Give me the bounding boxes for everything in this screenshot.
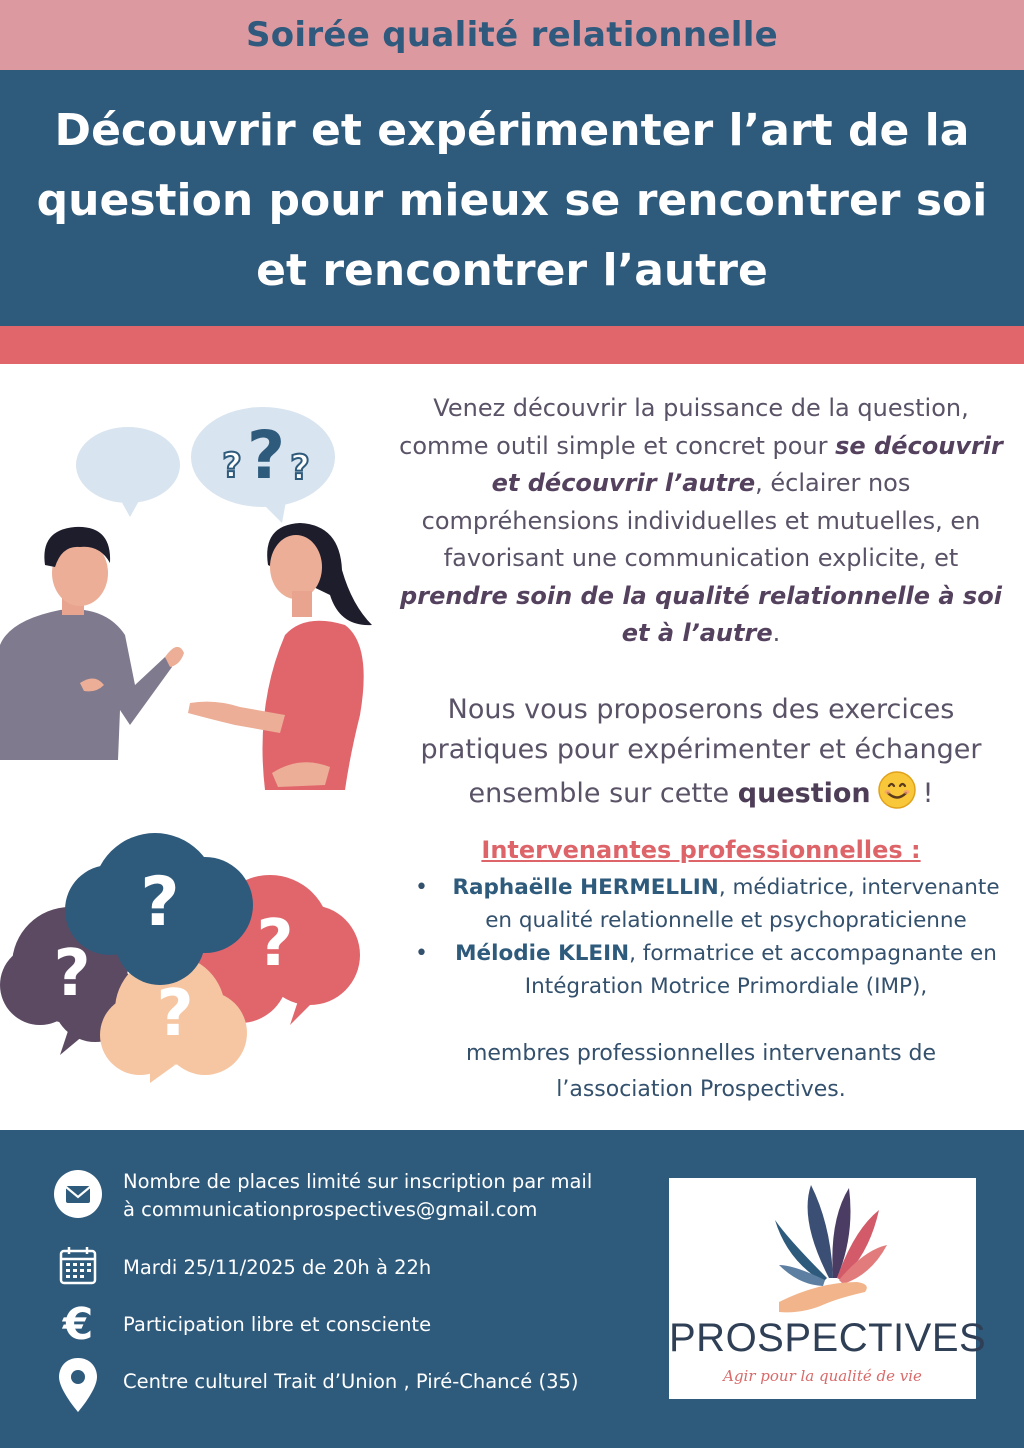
price-text: Participation libre et consciente <box>123 1313 432 1336</box>
speech-bubble-left <box>76 427 180 503</box>
page-title: Découvrir et expérimenter l’art de la question pour mieux se rencontrer soi et rencontrer l’autre <box>36 105 988 296</box>
intro-text: Venez découvrir la puissance de la question, comme outil simple et concret pour <box>399 394 969 460</box>
prospectives-logo <box>669 1178 987 1399</box>
intro-emphasis: prendre soin de la qualité relationnelle à soi et à l’autre <box>400 581 1002 647</box>
intro-text: , éclairer nos compréhensions individuelles et mutuelles, en favorisant une communication explicite, et <box>421 469 981 572</box>
mail-icon <box>52 1168 104 1220</box>
speakers-section <box>395 833 1007 1003</box>
date-text: Mardi 25/11/2025 de 20h à 22h <box>123 1256 432 1279</box>
info-price <box>52 1298 432 1350</box>
info-place <box>52 1356 579 1408</box>
conversation-illustration <box>0 395 395 795</box>
speaker-name: Mélodie KLEIN <box>455 941 630 966</box>
question-clouds-illustration <box>0 825 395 1090</box>
location-pin-icon <box>52 1356 104 1408</box>
butterfly-hand-icon <box>759 1180 889 1315</box>
logo-tagline: Agir pour la qualité de vie <box>723 1367 922 1385</box>
accent-bar <box>0 326 1024 364</box>
question-mark-icon: ? <box>222 446 242 486</box>
place-text: Centre culturel Trait d’Union , Piré-Chancé (35) <box>123 1370 579 1393</box>
mail-text <box>123 1168 592 1224</box>
intro-paragraph <box>395 390 1007 653</box>
exercise-emphasis: question <box>737 778 871 809</box>
question-mark-icon: ? <box>53 937 91 1011</box>
speaker-name: Raphaëlle HERMELLIN <box>452 875 719 900</box>
calendar-icon <box>52 1240 104 1292</box>
smiley-icon <box>877 770 917 810</box>
info-date <box>52 1240 432 1292</box>
mail-address[interactable]: à communicationprospectives@gmail.com <box>123 1198 538 1221</box>
speaker-item <box>395 871 1007 937</box>
question-mark-icon: ? <box>290 448 310 488</box>
question-mark-icon: ? <box>246 417 286 494</box>
speakers-list <box>395 871 1007 1003</box>
euro-icon: € <box>62 1298 94 1350</box>
question-mark-icon: ? <box>140 863 180 942</box>
exercise-text: Nous vous proposerons des exercices pratiques pour expérimenter et échanger ensemble sur cette <box>420 694 982 809</box>
intro-text: . <box>772 619 781 647</box>
intro-emphasis: se découvrir et découvrir l’autre <box>491 431 1003 497</box>
speaker-role: , médiatrice, intervenante en qualité relationnelle et psychopraticienne <box>485 875 1000 933</box>
logo-wordmark: PROSPECTIVES <box>669 1316 987 1360</box>
speakers-heading: Intervenantes professionnelles : <box>481 836 921 864</box>
event-kicker: Soirée qualité relationnelle <box>245 15 779 55</box>
exercise-text: ! <box>922 778 934 809</box>
title-band <box>0 70 1024 326</box>
question-mark-icon: ? <box>156 977 194 1051</box>
exercise-paragraph <box>395 690 1007 814</box>
members-note: membres professionnelles intervenants de l’association Prospectives. <box>465 1041 937 1102</box>
question-mark-icon: ? <box>256 907 294 981</box>
bullet: • <box>415 875 428 900</box>
speaker-role: , formatrice et accompagnante en Intégration Motrice Primordiale (IMP), <box>524 941 997 999</box>
bullet: • <box>415 941 428 966</box>
speaker-item <box>395 937 1007 1003</box>
woman-head <box>270 535 322 599</box>
kicker-band <box>0 0 1024 70</box>
mail-line-1: Nombre de places limité sur inscription par mail <box>123 1170 593 1193</box>
info-mail <box>52 1168 593 1221</box>
